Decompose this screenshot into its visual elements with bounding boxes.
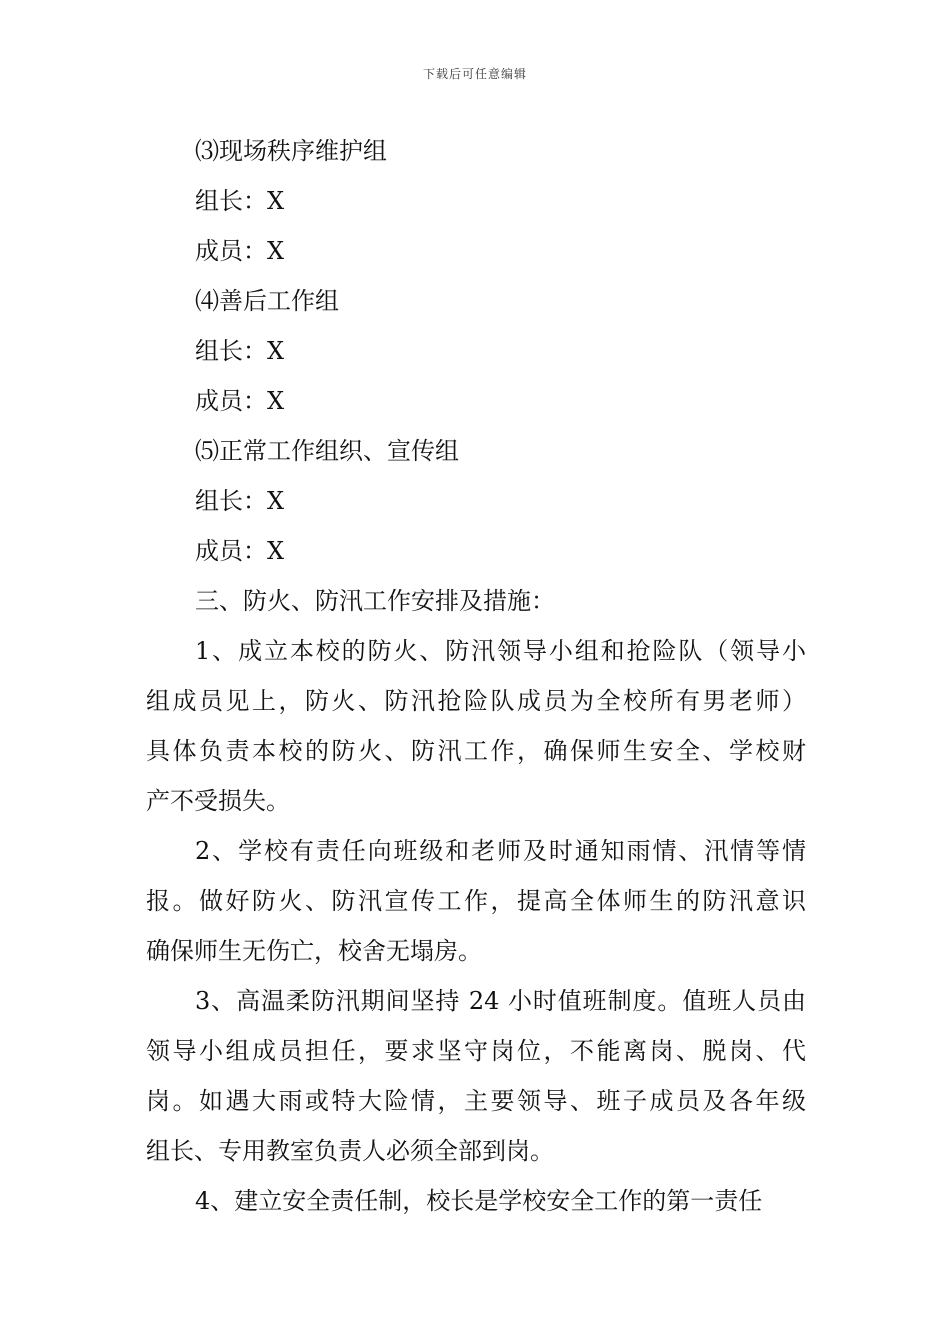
paragraph-item-4: [146, 1176, 806, 1226]
paragraph-line: 产不受损失。: [146, 787, 290, 815]
group-member-line: 成员：X: [195, 537, 285, 565]
section-heading-aftermath-group: ⑷善后工作组: [195, 287, 339, 315]
group-member-line: 成员：X: [195, 387, 285, 415]
page-header: 下载后可任意编辑: [422, 67, 527, 81]
group-leader-line: 组长：X: [195, 487, 285, 515]
paragraph-line: 具体负责本校的防火、防汛工作，确保师生安全、学校财: [146, 737, 806, 765]
paragraph-line: 3、高温柔防汛期间坚持 24 小时值班制度。值班人员由: [195, 987, 806, 1015]
group-leader-line: 组长：X: [195, 187, 285, 215]
paragraph-line: 岗。如遇大雨或特大险情，主要领导、班子成员及各年级: [146, 1087, 806, 1115]
paragraph-item-2: [146, 826, 806, 976]
paragraph-line: 组长、专用教室负责人必须全部到岗。: [146, 1137, 554, 1165]
paragraph-line: 组成员见上，防火、防汛抢险队成员为全校所有男老师）: [146, 687, 806, 715]
paragraph-line: 1、成立本校的防火、防汛领导小组和抢险队（领导小: [195, 637, 806, 665]
group-member-line: 成员：X: [195, 237, 285, 265]
document-body: [146, 126, 806, 1226]
paragraph-line: 2、学校有责任向班级和老师及时通知雨情、汛情等情: [195, 837, 806, 865]
section-heading-measures: 三、防火、防汛工作安排及措施：: [195, 587, 555, 615]
section-heading-order-group: ⑶现场秩序维护组: [195, 137, 387, 165]
paragraph-line: 领导小组成员担任，要求坚守岗位，不能离岗、脱岗、代: [146, 1037, 806, 1065]
paragraph-line: 报。做好防火、防汛宣传工作，提高全体师生的防汛意识: [146, 887, 806, 915]
paragraph-item-1: [146, 626, 806, 826]
section-heading-publicity-group: ⑸正常工作组织、宣传组: [195, 437, 459, 465]
paragraph-line: 4、建立安全责任制，校长是学校安全工作的第一责任: [195, 1187, 763, 1215]
paragraph-line: 确保师生无伤亡，校舍无塌房。: [146, 937, 482, 965]
group-leader-line: 组长：X: [195, 337, 285, 365]
paragraph-item-3: [146, 976, 806, 1176]
